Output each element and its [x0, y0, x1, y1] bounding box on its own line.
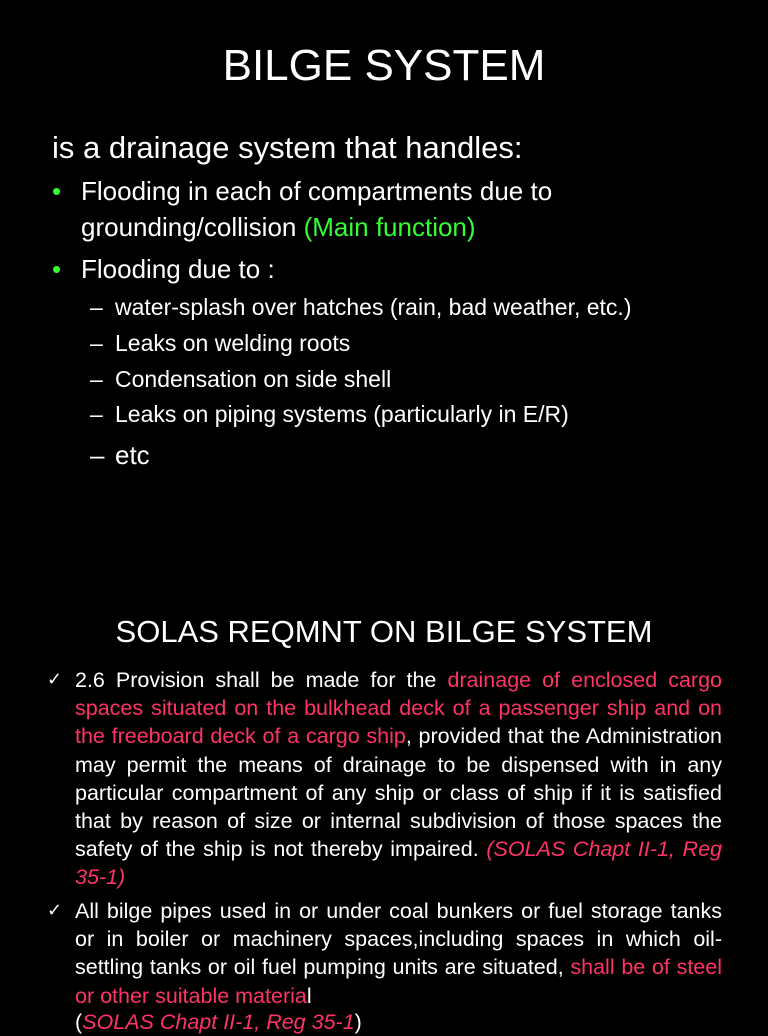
bullet-text-main: Flooding in each of compartments due to grounding/collision	[81, 176, 553, 242]
text-red: shall be of steel or other suitable materia	[75, 955, 722, 1008]
check-item-text	[75, 666, 722, 892]
text-plain: All bilge pipes used in or under coal bunkers or fuel storage tanks or in boiler or machinery spaces,including spaces in which oil-settling tanks or oil fuel pumping units are situated,	[75, 899, 722, 980]
intro-text: is a drainage system that handles:	[52, 130, 523, 165]
trailing-citation	[75, 1008, 362, 1036]
slide-title: SOLAS REQMNT ON BILGE SYSTEM	[115, 614, 653, 649]
sub-item-text: Leaks on welding roots	[115, 330, 351, 356]
sub-item-text: water-splash over hatches (rain, bad weather, etc.)	[115, 294, 632, 320]
check-item-text	[75, 897, 722, 1010]
dash-icon: –	[90, 401, 103, 427]
dash-icon: –	[90, 294, 103, 320]
slide-title: BILGE SYSTEM	[222, 41, 546, 90]
sub-item-text: Leaks on piping systems (particularly in E/R)	[115, 401, 569, 427]
sub-item-text: Condensation on side shell	[115, 366, 392, 392]
slide-solas-requirements	[0, 560, 768, 1034]
dash-icon: –	[90, 330, 103, 356]
check-icon: ✓	[47, 900, 63, 921]
bullet-text	[81, 173, 741, 245]
dash-icon: –	[90, 440, 105, 470]
text-red: drainage of enclosed cargo spaces situated on the bulkhead deck of a passenger ship and on the freeboard deck of a cargo ship	[75, 668, 722, 749]
text-plain: , provided that the Administration may permit the means of drainage to be dispensed with in any particular compartment of any ship or class of ship if it is satisfied that by reason of size or internal subdivision of those spaces the safety of the ship is not thereby impaired.	[75, 724, 722, 862]
citation: SOLAS Chapt II-1, Reg 35-1	[82, 1010, 355, 1034]
highlight-text: (Main function)	[303, 212, 476, 242]
citation: (SOLAS Chapt II-1, Reg 35-1)	[75, 837, 722, 890]
text-plain: l	[306, 983, 312, 1008]
bullet-text: Flooding due to :	[81, 254, 275, 284]
sub-item-text: etc	[115, 440, 150, 470]
paren-open: (	[75, 1010, 83, 1034]
text-plain: 2.6 Provision shall be made for the	[75, 668, 448, 692]
bullet-icon: •	[52, 176, 62, 206]
check-icon: ✓	[47, 669, 63, 690]
dash-icon: –	[90, 366, 103, 392]
paren-close: )	[354, 1010, 362, 1034]
bullet-icon: •	[52, 254, 62, 284]
